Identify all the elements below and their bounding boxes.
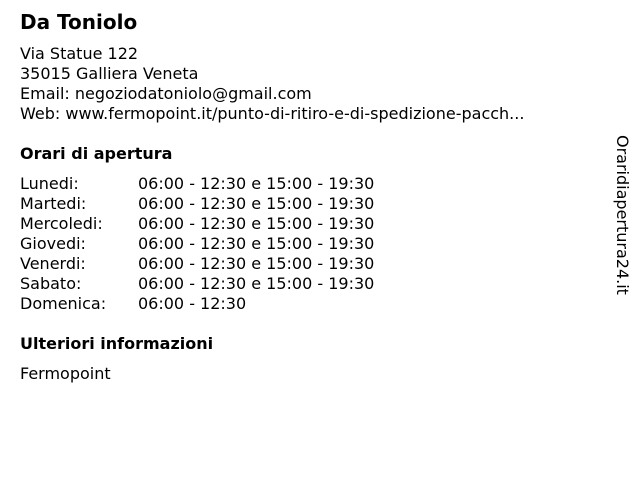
contact-block — [20, 44, 524, 124]
day-label: Giovedi: — [20, 234, 86, 253]
business-name: Da Toniolo — [20, 10, 138, 34]
opening-hours-table — [20, 174, 374, 314]
hours-row-friday — [20, 254, 374, 274]
day-hours: 06:00 - 12:30 e 15:00 - 19:30 — [138, 254, 375, 273]
day-label: Mercoledi: — [20, 214, 103, 233]
day-hours: 06:00 - 12:30 e 15:00 - 19:30 — [138, 274, 375, 293]
day-hours: 06:00 - 12:30 e 15:00 - 19:30 — [138, 194, 375, 213]
day-hours: 06:00 - 12:30 e 15:00 - 19:30 — [138, 214, 375, 233]
hours-row-saturday — [20, 274, 374, 294]
day-hours: 06:00 - 12:30 — [138, 294, 247, 313]
day-label: Domenica: — [20, 294, 107, 313]
day-label: Sabato: — [20, 274, 82, 293]
website-line: Web: www.fermopoint.it/punto-di-ritiro-e-di-spedizione-pacch... — [20, 104, 525, 123]
day-hours: 06:00 - 12:30 e 15:00 - 19:30 — [138, 174, 375, 193]
address-street: Via Statue 122 — [20, 44, 139, 63]
hours-row-thursday — [20, 234, 374, 254]
additional-info-text: Fermopoint — [20, 364, 111, 383]
opening-hours-heading: Orari di apertura — [20, 144, 173, 163]
address-city: 35015 Galliera Veneta — [20, 64, 199, 83]
day-label: Venerdi: — [20, 254, 86, 273]
hours-row-tuesday — [20, 194, 374, 214]
day-label: Martedi: — [20, 194, 87, 213]
hours-row-wednesday — [20, 214, 374, 234]
hours-row-monday — [20, 174, 374, 194]
hours-row-sunday — [20, 294, 374, 314]
day-label: Lunedi: — [20, 174, 79, 193]
additional-info-heading: Ulteriori informazioni — [20, 334, 214, 353]
day-hours: 06:00 - 12:30 e 15:00 - 19:30 — [138, 234, 375, 253]
email-line: Email: negoziodatoniolo@gmail.com — [20, 84, 312, 103]
site-watermark-label: Oraridiapertura24.it — [613, 135, 632, 295]
